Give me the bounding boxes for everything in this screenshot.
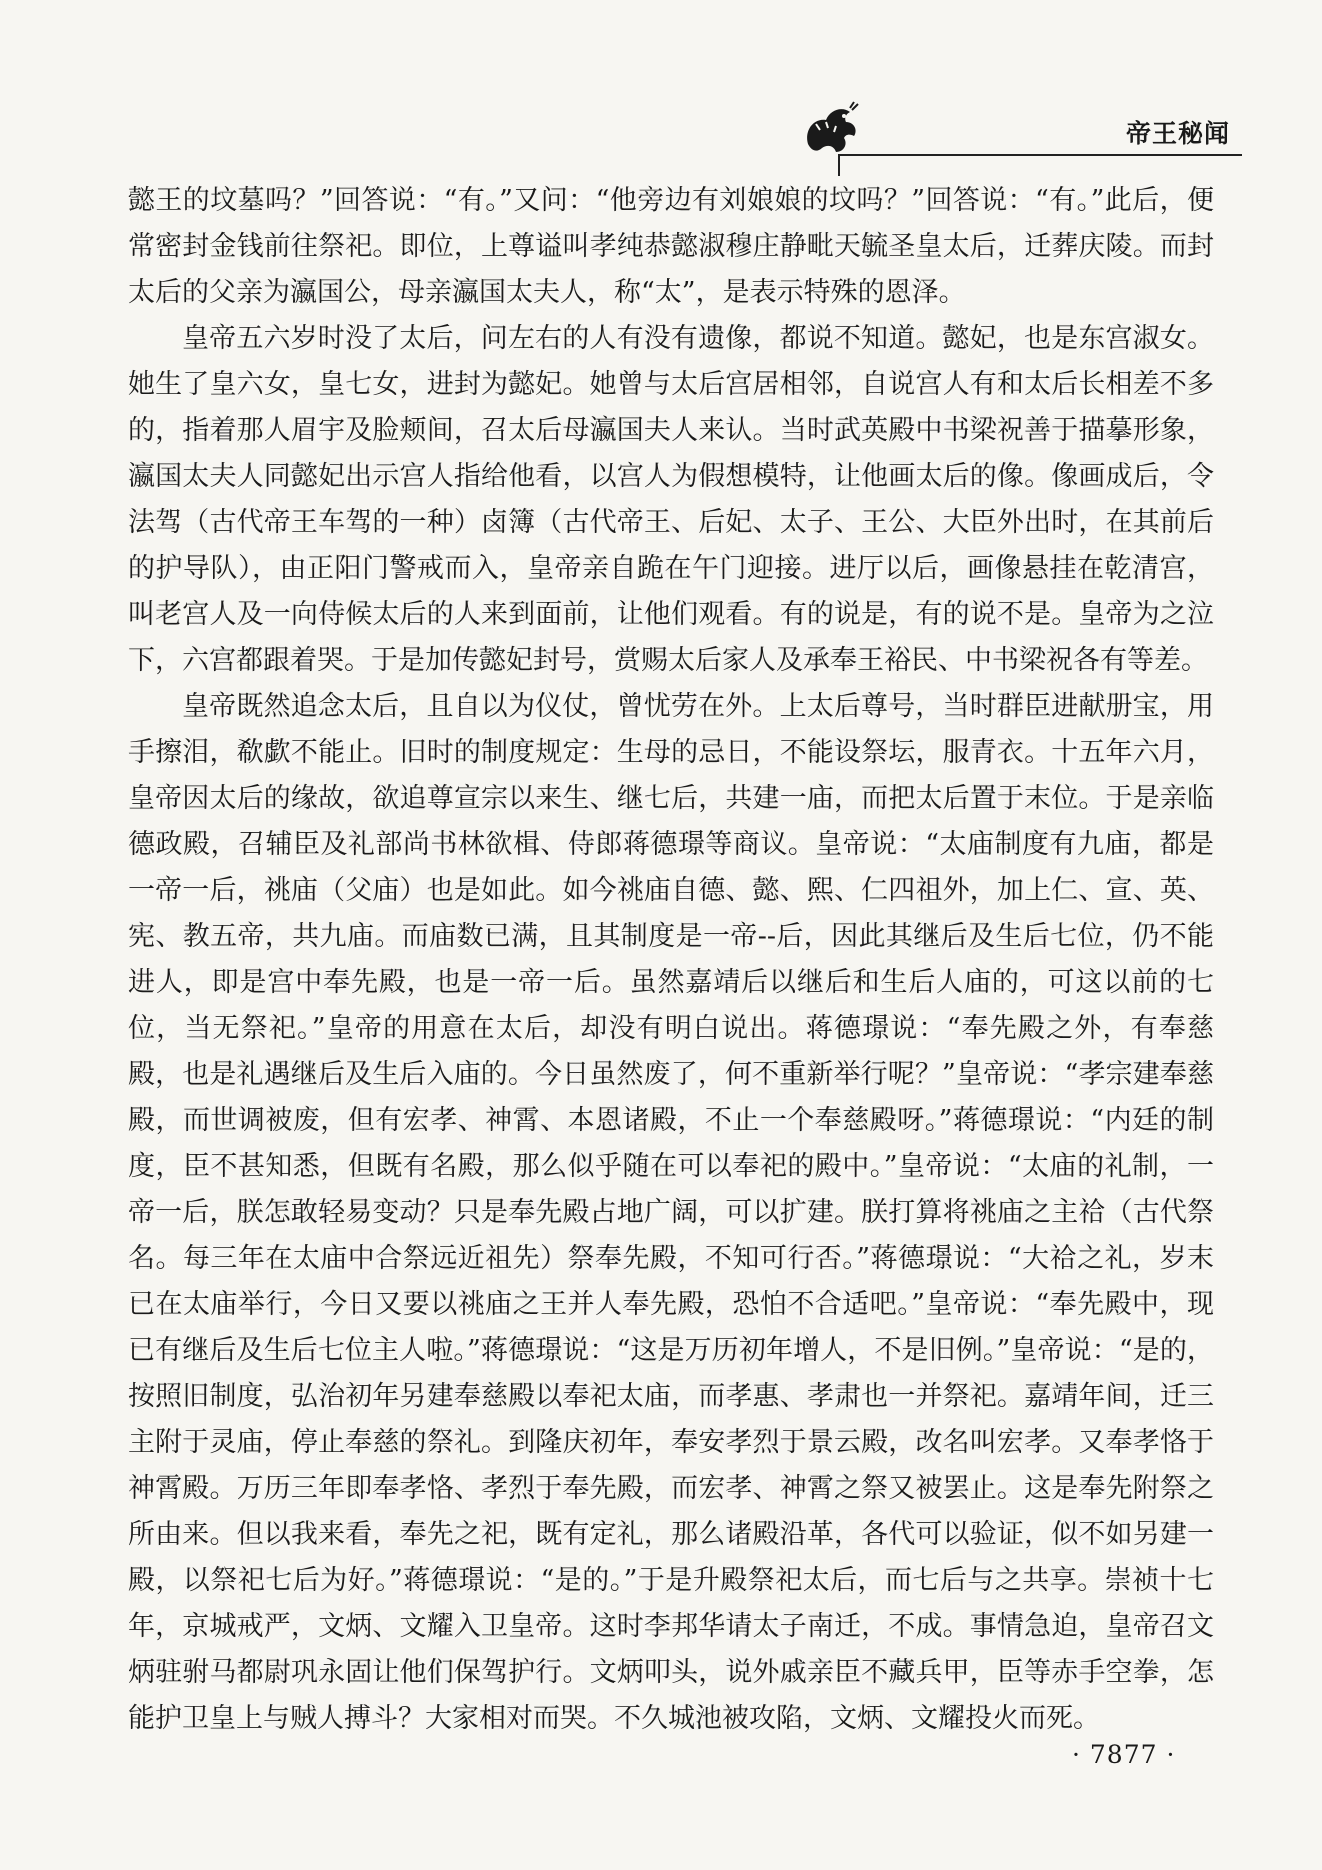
paragraph: 皇帝五六岁时没了太后，问左右的人有没有遗像，都说不知道。懿妃，也是东宫淑女。她生了皇六女，皇七女，进封为懿妃。她曾与太后宫居相邻，自说宫人有和太后长相差不多的，指着那人眉宇及脸颊间，召太后母瀛国夫人来认。当时武英殿中书梁祝善于描摹形象，瀛国太夫人同懿妃出示宫人指给他看，以宫人为假想模特，让他画太后的像。像画成后，令法驾（古代帝王车驾的一种）卤簿（古代帝王、后妃、太子、王公、大臣外出时，在其前后的护导队），由正阳门警戒而入，皇帝亲自跪在午门迎接。进厅以后，画像悬挂在乾清宫，叫老宫人及一向侍候太后的人来到面前，让他们观看。有的说是，有的说不是。皇帝为之泣下，六宫都跟着哭。于是加传懿妃封号，赏赐太后家人及承奉王裕民、中书梁祝各有等差。 [128,323,1214,676]
running-header [790,96,1242,158]
header-rule [838,154,1242,156]
paragraph: 懿王的坟墓吗？”回答说：“有。”又问：“他旁边有刘娘娘的坟吗？”回答说：“有。”此后，便常密封金钱前往祭祀。即位，上尊谥叫孝纯恭懿淑穆庄静毗天毓圣皇太后，迁葬庆陵。而封太后的父亲为瀛国公，母亲瀛国太夫人，称“太”，是表示特殊的恩泽。 [128,185,1214,308]
paragraph: 皇帝既然追念太后，且自以为仪仗，曾忧劳在外。上太后尊号，当时群臣进献册宝，用手擦泪，欷歔不能止。旧时的制度规定：生母的忌日，不能设祭坛，服青衣。十五年六月，皇帝因太后的缘故，欲追尊宣宗以来生、继七后，共建一庙，而把太后置于末位。于是亲临德政殿，召辅臣及礼部尚书林欲楫、侍郎蒋德璟等商议。皇帝说：“太庙制度有九庙，都是一帝一后，祧庙（父庙）也是如此。如今祧庙自德、懿、熙、仁四祖外，加上仁、宣、英、宪、教五帝，共九庙。而庙数已满，且其制度是一帝--后，因此其继后及生后七位，仍不能进人，即是宫中奉先殿，也是一帝一后。虽然嘉靖后以继后和生后人庙的，可这以前的七位，当无祭祀。”皇帝的用意在太后，却没有明白说出。蒋德璟说：“奉先殿之外，有奉慈殿，也是礼遇继后及生后入庙的。今日虽然废了，何不重新举行呢？”皇帝说：“孝宗建奉慈殿，而世调被废，但有宏孝、神霄、本恩诸殿，不止一个奉慈殿呀。”蒋德璟说：“内廷的制度，臣不甚知悉，但既有名殿，那么似乎随在可以奉祀的殿中。”皇帝说：“太庙的礼制，一帝一后，朕怎敢轻易变动？只是奉先殿占地广阔，可以扩建。朕打算将祧庙之主祫（古代祭名。每三年在太庙中合祭远近祖先）祭奉先殿，不知可行否。”蒋德璟说：“大祫之礼，岁末已在太庙举行，今日又要以祧庙之王并人奉先殿，恐怕不合适吧。”皇帝说：“奉先殿中，现已有继后及生后七位主人啦。”蒋德璟说：“这是万历初年增人，不是旧例。”皇帝说：“是的，按照旧制度，弘治初年另建奉慈殿以奉祀太庙，而孝惠、孝肃也一并祭祀。嘉靖年间，迁三主附于灵庙，停止奉慈的祭礼。到隆庆初年，奉安孝烈于景云殿，改名叫宏孝。又奉孝恪于神霄殿。万历三年即奉孝恪、孝烈于奉先殿，而宏孝、神霄之祭又被罢止。这是奉先附祭之所由来。但以我来看，奉先之祀，既有定礼，那么诸殿沿革，各代可以验证，似不如另建一殿，以祭祀七后为好。”蒋德璟说：“是的。”于是升殿祭祀太后，而七后与之共享。崇祯十七年，京城戒严，文炳、文耀入卫皇帝。这时李邦华请太子南迁，不成。事情急迫，皇帝召文炳驻驸马都尉巩永固让他们保驾护行。文炳叩头，说外戚亲臣不藏兵甲，臣等赤手空拳，怎能护卫皇上与贼人搏斗？大家相对而哭。不久城池被攻陷，文炳、文耀投火而死。 [128,691,1214,1734]
body-text [128,178,1214,1742]
header-rule-tick [838,154,840,176]
dragon-emblem-icon [800,100,862,162]
page-number: · 7877 · [1072,1740,1176,1769]
header-title: 帝王秘闻 [1125,119,1230,148]
